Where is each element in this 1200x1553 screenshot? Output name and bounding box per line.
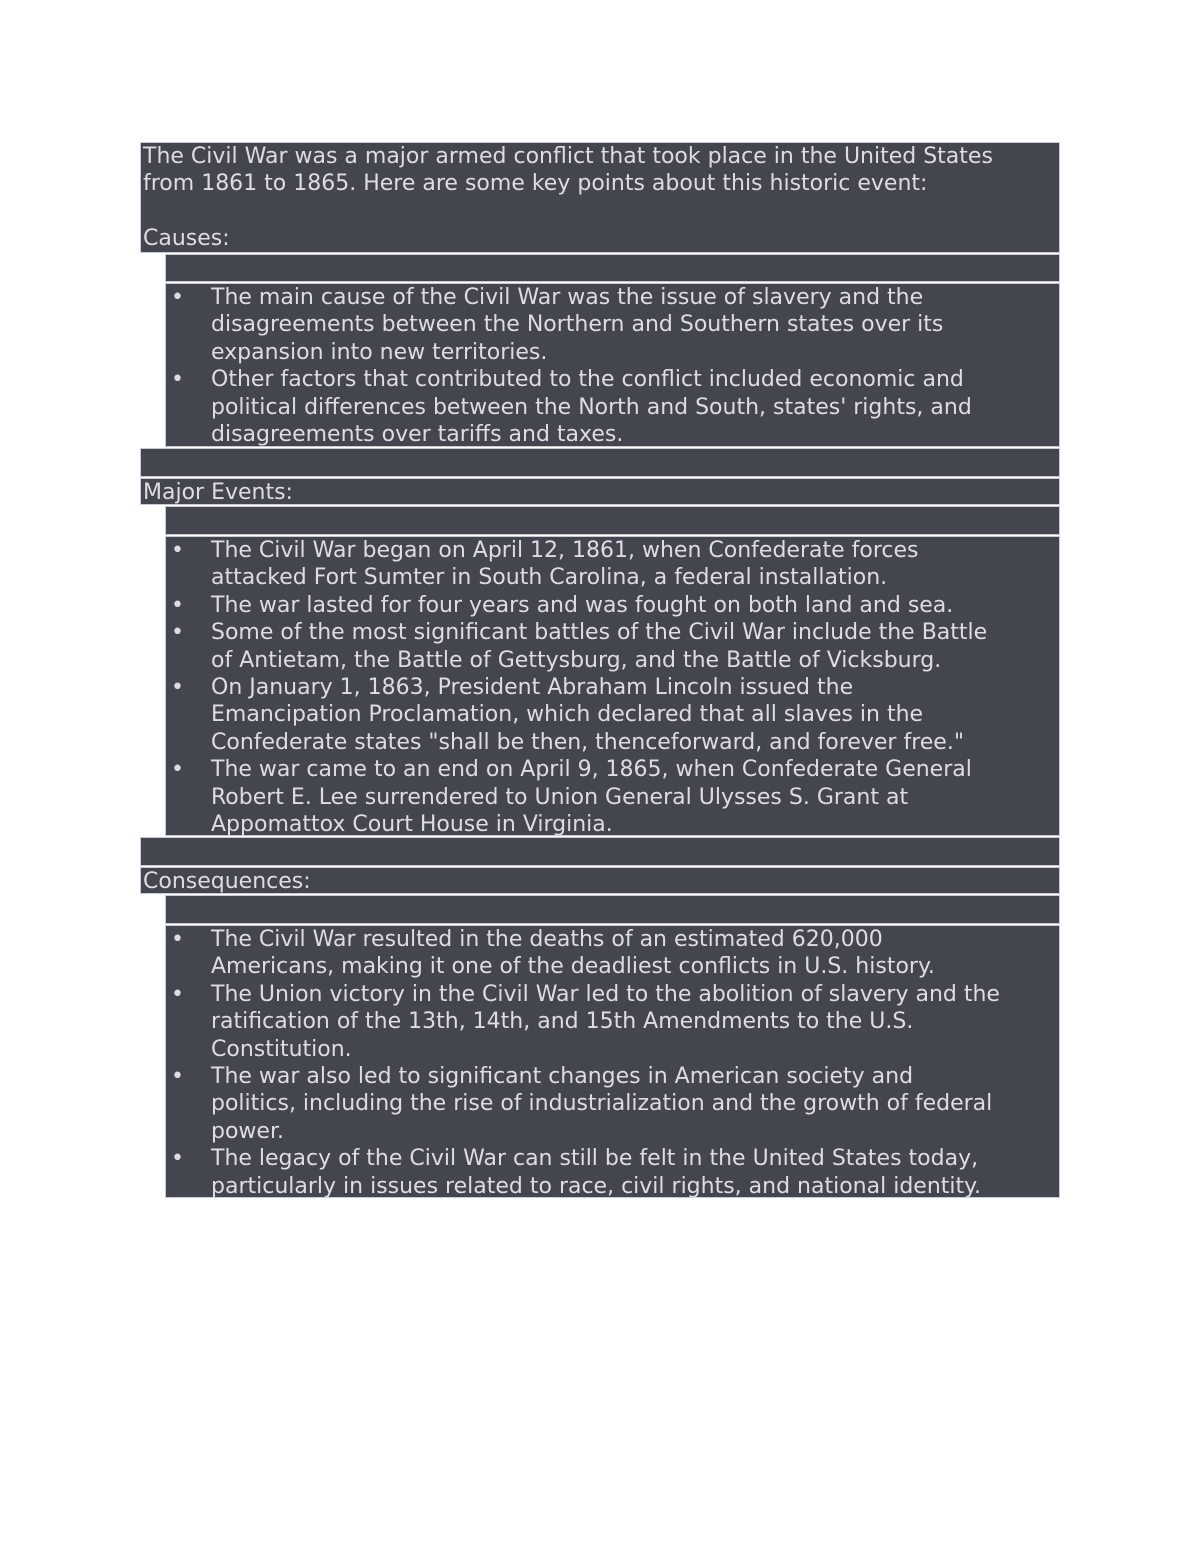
- list-item-line: Emancipation Proclamation, which declared that all slaves in the: [211, 702, 924, 728]
- list-item-line: Other factors that contributed to the conflict included economic and: [211, 367, 964, 393]
- blank-line: [143, 198, 1059, 225]
- bullet-icon: •: [171, 1064, 184, 1090]
- list-item: [166, 592, 1059, 619]
- consequences-heading-block: [140, 867, 1060, 894]
- bullet-icon: •: [171, 285, 184, 310]
- list-item-line: attacked Fort Sumter in South Carolina, a federal installation.: [211, 565, 888, 591]
- bullet-icon: •: [171, 927, 184, 952]
- bullet-icon: •: [171, 675, 184, 701]
- list-item-line: disagreements between the Northern and Southern states over its: [211, 312, 944, 338]
- events-heading-block: [140, 478, 1060, 505]
- bullet-icon: •: [171, 620, 184, 646]
- list-item: [166, 981, 1059, 1063]
- list-item-line: ratification of the 13th, 14th, and 15th Amendments to the U.S.: [211, 1009, 914, 1035]
- list-item-line: The war came to an end on April 9, 1865, when Confederate General: [211, 757, 972, 783]
- list-item-line: The main cause of the Civil War was the issue of slavery and the: [211, 285, 924, 310]
- list-item-line: The war lasted for four years and was fought on both land and sea.: [211, 592, 954, 618]
- list-item: [166, 1063, 1059, 1145]
- list-item-line: The war also led to significant changes in American society and: [211, 1064, 914, 1090]
- bullet-icon: •: [171, 592, 184, 618]
- list-item-line: Constitution.: [211, 1036, 352, 1062]
- list-item-line: particularly in issues related to race, civil rights, and national identity.: [211, 1173, 981, 1199]
- list-item-line: Appomattox Court House in Virginia.: [211, 812, 613, 838]
- causes-list-block: [165, 283, 1060, 447]
- spacer-block: [140, 837, 1060, 866]
- list-item: [166, 366, 1059, 448]
- consequences-list-block: [165, 925, 1060, 1198]
- causes-list: [166, 284, 1059, 448]
- spacer-block: [165, 254, 1060, 282]
- list-item-line: The Civil War resulted in the deaths of an estimated 620,000: [211, 927, 883, 952]
- list-item-line: political differences between the North and South, states' rights, and: [211, 394, 972, 420]
- list-item: [166, 619, 1059, 674]
- causes-heading: Causes:: [143, 226, 230, 252]
- list-item-line: politics, including the rise of industrialization and the growth of federal: [211, 1091, 993, 1117]
- spacer-block: [165, 506, 1060, 535]
- bullet-icon: •: [171, 1146, 184, 1172]
- list-item-line: The Union victory in the Civil War led to the abolition of slavery and the: [211, 981, 1000, 1007]
- spacer-block: [140, 448, 1060, 477]
- list-item: [166, 284, 1059, 366]
- list-item: [166, 674, 1059, 756]
- intro-block: [140, 142, 1060, 253]
- list-item-line: Confederate states "shall be then, thenceforward, and forever free.": [211, 729, 964, 755]
- list-item-line: Some of the most significant battles of the Civil War include the Battle: [211, 620, 988, 646]
- list-item-line: Robert E. Lee surrendered to Union General Ulysses S. Grant at: [211, 784, 909, 810]
- list-item-line: disagreements over tariffs and taxes.: [211, 422, 624, 448]
- events-list: [166, 537, 1059, 838]
- list-item-line: Americans, making it one of the deadliest conflicts in U.S. history.: [211, 954, 935, 980]
- consequences-heading: Consequences:: [143, 869, 311, 894]
- list-item-line: The legacy of the Civil War can still be felt in the United States today,: [211, 1146, 979, 1172]
- list-item: [166, 756, 1059, 838]
- events-heading: Major Events:: [143, 480, 293, 505]
- bullet-icon: •: [171, 757, 184, 783]
- intro-line: from 1861 to 1865. Here are some key points about this historic event:: [143, 171, 928, 197]
- consequences-list: [166, 926, 1059, 1200]
- spacer-block: [165, 895, 1060, 924]
- list-item: [166, 537, 1059, 592]
- bullet-icon: •: [171, 367, 184, 393]
- intro-paragraph: [141, 143, 1059, 253]
- bullet-icon: •: [171, 981, 184, 1007]
- intro-line: The Civil War was a major armed conflict that took place in the United States: [143, 144, 993, 169]
- events-list-block: [165, 536, 1060, 836]
- list-item-line: The Civil War began on April 12, 1861, when Confederate forces: [211, 538, 919, 563]
- list-item-line: expansion into new territories.: [211, 339, 548, 365]
- list-item-line: of Antietam, the Battle of Gettysburg, and the Battle of Vicksburg.: [211, 647, 942, 673]
- list-item-line: power.: [211, 1118, 284, 1144]
- list-item: [166, 926, 1059, 981]
- bullet-icon: •: [171, 538, 184, 563]
- list-item: [166, 1145, 1059, 1200]
- list-item-line: On January 1, 1863, President Abraham Lincoln issued the: [211, 675, 854, 701]
